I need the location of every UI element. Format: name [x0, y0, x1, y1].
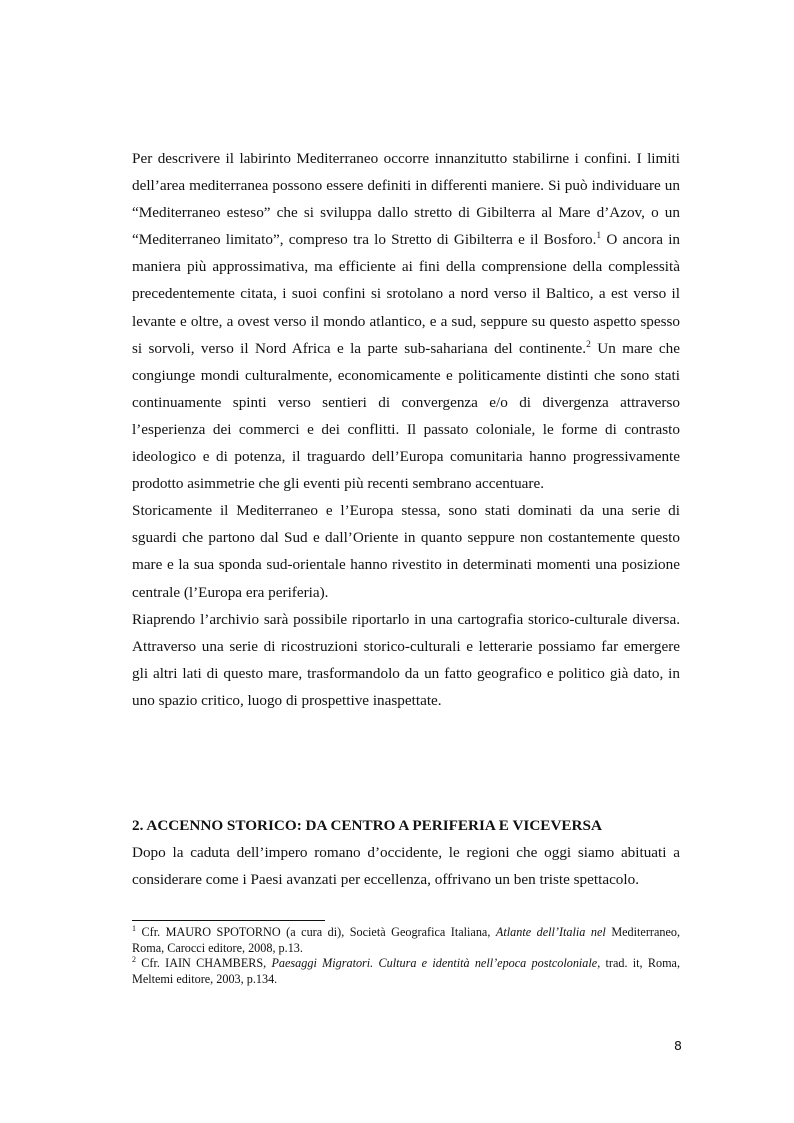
paragraph-historical-gazes: Storicamente il Mediterraneo e l’Europa stessa, sono stati dominati da una serie di sguardi che partono dal Sud e dall’Oriente in quanto seppure non costantemente questo mare e la sua sponda sud-orientale hanno rivestito in determinati momenti una posizione centrale (l’Europa era periferia).: [132, 502, 680, 601]
footnote-number: 1: [132, 923, 136, 933]
footnote-2: [132, 956, 680, 987]
footnote-text: Cfr. IAIN CHAMBERS,: [136, 956, 272, 970]
footnote-title: Atlante dell’Italia nel: [495, 925, 606, 939]
footnote-reference-1[interactable]: 1: [596, 231, 602, 242]
footnote-title: Paesaggi Migratori. Cultura e identità nell’epoca postcoloniale,: [271, 956, 601, 970]
footnote-separator: [132, 920, 325, 921]
section-heading: 2. ACCENNO STORICO: DA CENTRO A PERIFERIA E VICEVERSA: [132, 817, 602, 834]
footnote-1: [132, 925, 680, 956]
paragraph-text: Per descrivere il labirinto Mediterraneo occorre innanzitutto stabilirne i confini. I limiti dell’area mediterranea possono essere definiti in differenti maniere. Si può individuare un “Mediterraneo esteso” che si sviluppa dallo stretto di Gibilterra al Mare d’Azov, o un “Mediterraneo limitato”, compreso tra lo Stretto di Gibilterra e il Bosforo.: [132, 150, 680, 249]
footnote-text: Cfr. MAURO SPOTORNO (a cura di), Società Geografica Italiana,: [136, 925, 496, 939]
footnote-number: 2: [132, 954, 136, 964]
paragraph-mediterranean-borders: [132, 145, 680, 497]
paragraph-archive: Riaprendo l’archivio sarà possibile riportarlo in una cartografia storico-culturale diversa. Attraverso una serie di ricostruzioni storico-culturali e letterarie possiamo far emergere gli altri lati di questo mare, trasformandolo da un fatto geografico e politico già dato, in uno spazio critico, luogo di prospettive inaspettate.: [132, 610, 680, 709]
paragraph-text: O ancora in maniera più approssimativa, ma efficiente ai fini della comprensione della complessità precedentemente citata, i suoi confini si srotolano a nord verso il Baltico, a est verso il levante e oltre, a ovest verso il mondo atlantico, e a sud, seppure su questo aspetto spesso si sorvoli, verso il Nord Africa e la parte sub-sahariana del continente.: [132, 231, 681, 357]
body-text-bottom: [132, 839, 680, 893]
footnote-text: trad. it, Roma, Meltemi editore, 2003, p.134.: [132, 956, 681, 986]
body-text-top: [132, 145, 680, 714]
footnote-text: Mediterraneo, Roma, Carocci editore, 2008, p.13.: [132, 925, 681, 955]
paragraph-roman-empire: Dopo la caduta dell’impero romano d’occidente, le regioni che oggi siamo abituati a considerare come i Paesi avanzati per eccellenza, offrivano un ben triste spettacolo.: [132, 844, 680, 889]
footnote-reference-2[interactable]: 2: [586, 339, 591, 350]
paragraph-text: Un mare che congiunge mondi culturalmente, economicamente e politicamente distinti che sono stati continuamente spinti verso sentieri di convergenza e/o di divergenza attraverso l’esperienza dei commerci e dei conflitti. Il passato coloniale, le forme di contrasto ideologico e di potenza, il traguardo dell’Europa comunitaria hanno progressivamente prodotto asimmetrie che gli eventi più recenti sembrano accentuare.: [132, 339, 680, 493]
page-number: 8: [674, 1038, 682, 1053]
footnotes: [132, 925, 680, 987]
